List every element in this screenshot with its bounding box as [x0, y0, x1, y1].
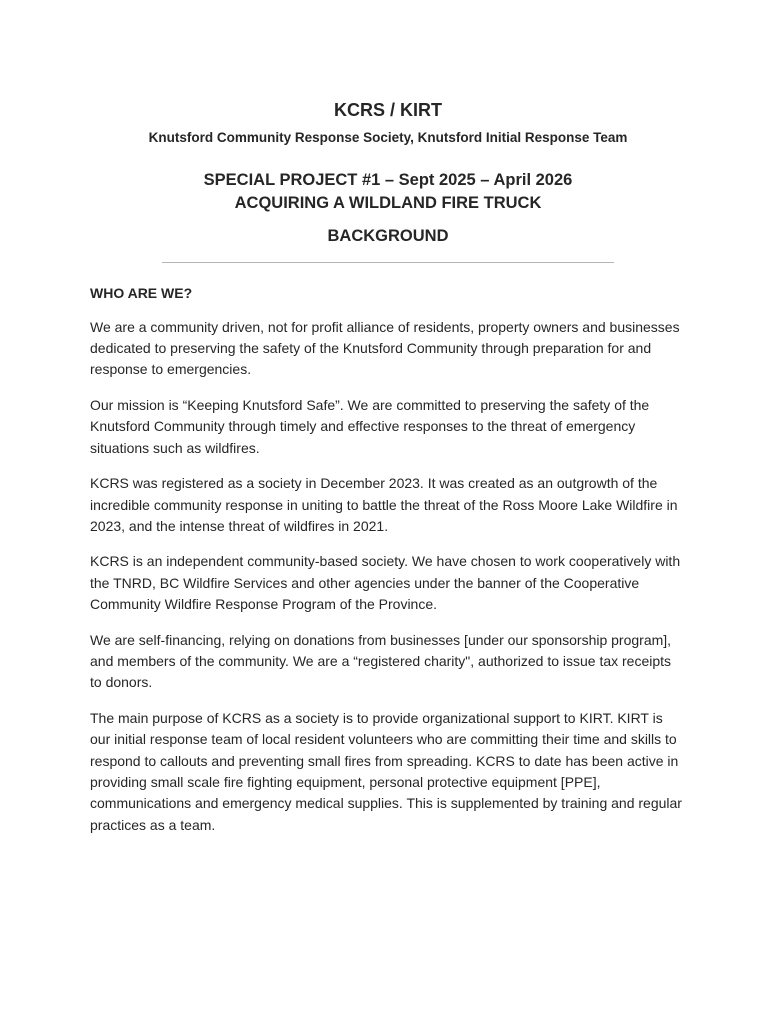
document-subtitle: Knutsford Community Response Society, Knutsford Initial Response Team: [148, 129, 628, 145]
paragraph: The main purpose of KCRS as a society is to provide organizational support to KIRT. KIRT is our initial response team of local resident volunteers who are committing their time and skills to respond to callouts and preventing small fires from spreading. KCRS to date has been active in providing small scale fire fighting equipment, personal protective equipment [PPE], communications and emergency medical supplies. This is supplemented by training and regular practices as a team.: [90, 709, 682, 833]
section-heading-background: BACKGROUND: [327, 226, 449, 245]
horizontal-rule: [162, 262, 614, 263]
subheading-who-are-we: WHO ARE WE?: [90, 285, 193, 302]
project-title-line2: ACQUIRING A WILDLAND FIRE TRUCK: [234, 193, 542, 212]
paragraph: Our mission is “Keeping Knutsford Safe”. We are committed to preserving the safety of the Knutsford Community through timely and effective responses to the threat of emergency situations such as wildfires.: [90, 396, 650, 456]
paragraph: We are self-financing, relying on donations from businesses [under our sponsorship program], and members of the community. We are a “registered charity", authorized to issue tax receipts to donors.: [90, 631, 672, 691]
paragraph: KCRS is an independent community-based society. We have chosen to work cooperatively with the TNRD, BC Wildfire Services and other agencies under the banner of the Cooperative Community Wildfire Response Program of the Province.: [90, 553, 681, 613]
body-paragraphs: [90, 317, 686, 837]
paragraph: KCRS was registered as a society in December 2023. It was created as an outgrowth of the incredible community response in uniting to battle the threat of the Ross Moore Lake Wildfire in 2023, and the intense threat of wildfires in 2021.: [90, 475, 678, 534]
paragraph: We are a community driven, not for profit alliance of residents, property owners and businesses dedicated to preserving the safety of the Knutsford Community through preparation for and response to emergencies.: [90, 318, 680, 378]
project-title-block: [90, 169, 686, 215]
project-title-line1: SPECIAL PROJECT #1 – Sept 2025 – April 2026: [203, 171, 573, 190]
document-title: KCRS / KIRT: [334, 100, 442, 120]
